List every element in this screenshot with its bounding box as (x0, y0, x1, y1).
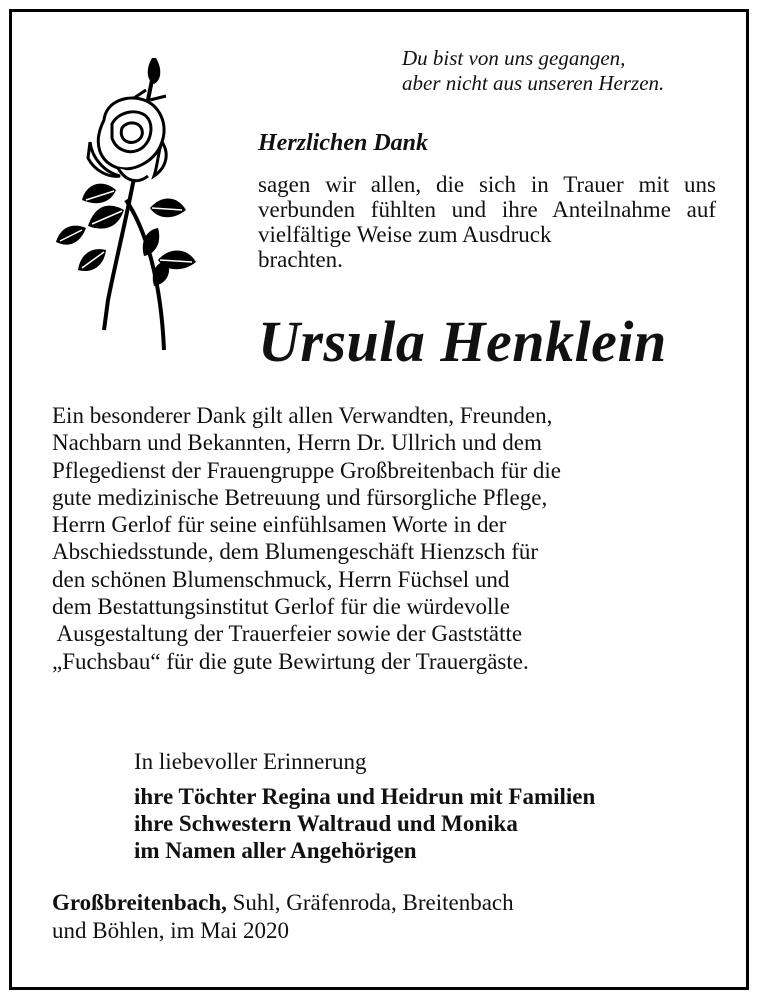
quote-line-1: Du bist von uns gegangen, (402, 46, 626, 70)
other-places: Suhl, Gräfenroda, Breitenbach (226, 890, 514, 915)
text-line: Pflegedienst der Frauengruppe Großbreitenbach für die (52, 457, 562, 483)
memorial-quote (402, 46, 664, 96)
thanks-heading: Herzlichen Dank (258, 130, 429, 156)
acknowledgement-text (52, 402, 732, 675)
places-line-2: und Böhlen, im Mai 2020 (52, 918, 290, 943)
text-line: Ein besonderer Dank gilt allen Verwandten, Freunden, (52, 403, 553, 428)
text-line: gute medizinische Betreuung und fürsorgliche Pflege, (52, 484, 548, 510)
text-line: Ausgestaltung der Trauerfeier sowie der Gaststätte (52, 621, 523, 647)
deceased-name: Ursula Henklein (258, 309, 667, 374)
places-line-1 (52, 889, 514, 917)
mourner-line: ihre Schwestern Waltraud und Monika (134, 811, 518, 836)
text-line: „Fuchsbau“ für die gute Bewirtung der Trauergäste. (52, 648, 529, 674)
text-line: den schönen Blumenschmuck, Herrn Füchsel und (52, 566, 510, 592)
main-place: Großbreitenbach, (52, 890, 227, 915)
text-line: Herrn Gerlof für seine einfühlsamen Worte in der (52, 512, 507, 538)
mourner-line: im Namen aller Angehörigen (134, 838, 417, 863)
quote-line-2: aber nicht aus unseren Herzen. (402, 71, 665, 95)
mourner-line: ihre Töchter Regina und Heidrun mit Familien (134, 784, 596, 809)
thanks-text (258, 172, 716, 272)
obituary-notice (9, 9, 749, 990)
text-line: dem Bestattungsinstitut Gerlof für die würdevolle (52, 594, 510, 620)
text-line: Abschiedsstunde, dem Blumengeschäft Hienzsch für (52, 539, 539, 565)
remembrance-line: In liebevoller Erinnerung (134, 749, 367, 774)
text-line: Nachbarn und Bekannten, Herrn Dr. Ullrich und dem (52, 430, 542, 456)
thanks-text-body: sagen wir allen, die sich in Trauer mit uns verbunden fühlten und ihre Anteilnahme auf vielfältige Weise zum Ausdruck (258, 172, 716, 247)
rose-icon (46, 50, 206, 350)
place-and-date (52, 889, 514, 945)
mourners-list (134, 783, 595, 864)
thanks-text-last: brachten. (258, 247, 343, 272)
